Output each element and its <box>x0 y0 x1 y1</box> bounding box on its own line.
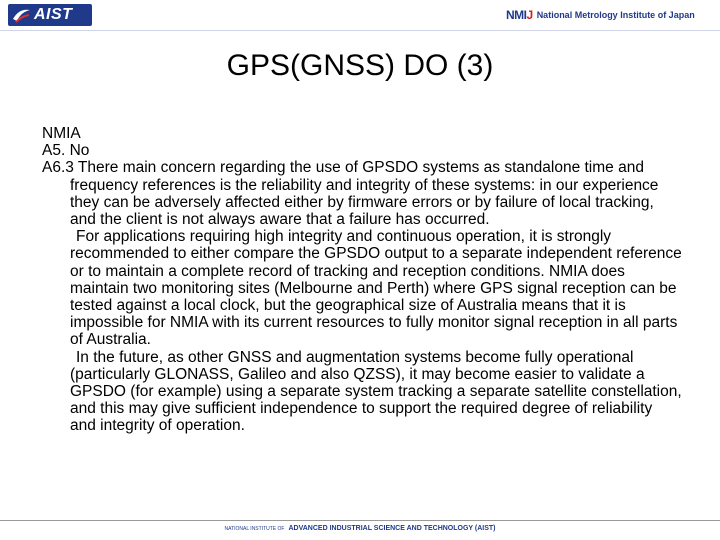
nmij-mark-j: J <box>526 8 533 22</box>
nmij-mark <box>506 8 533 22</box>
paragraph-recommendation: For applications requiring high integrity and continuous operation, it is strongly recommended to either compare the GPSDO output to a separate independent reference or to maintain a complete record of tracking and reception conditions. NMIA does maintain two monitoring sites (Melbourne and Perth) where GPS signal reception can be tested against a local clock, but the geographical size of Australia means that it is impossible for NMIA with its current resources to fully monitor signal reception in all parts of Australia. <box>70 228 682 349</box>
aist-logo-text: AIST <box>34 6 73 23</box>
nmij-logo <box>506 8 695 22</box>
nmij-logo-text: National Metrology Institute of Japan <box>536 10 695 20</box>
footer <box>0 524 720 534</box>
aist-logo <box>8 4 92 26</box>
slide-title: GPS(GNSS) DO (3) <box>226 49 494 82</box>
answer-a5: A5. No <box>42 142 90 160</box>
org-label: NMIA <box>42 125 81 142</box>
nmij-mark-nmi: NMI <box>506 8 527 22</box>
footer-prefix: NATIONAL INSTITUTE OF <box>224 526 285 532</box>
footer-divider <box>0 520 720 521</box>
header-divider <box>0 30 720 31</box>
footer-text: ADVANCED INDUSTRIAL SCIENCE AND TECHNOLOGY (AIST) <box>288 525 496 532</box>
paragraph-future: In the future, as other GNSS and augmentation systems become fully operational (particularly GLONASS, Galileo and also QZSS), it may become easier to validate a GPSDO (for example) using a separate system tracking a separate satellite constellation, and this may give sufficient independence to support the required degree of reliability and integrity of operation. <box>70 348 682 435</box>
slide-body <box>42 125 682 435</box>
aist-swoosh-icon <box>10 4 32 26</box>
answer-a6: A6.3 There main concern regarding the use of GPSDO systems as standalone time and frequency references is the reliability and integrity of these systems: in our experience they can be adversely affected either by firmware errors or by failure of local tracking, and the client is not always aware that a failure has occurred. <box>42 159 659 229</box>
header <box>0 0 720 30</box>
